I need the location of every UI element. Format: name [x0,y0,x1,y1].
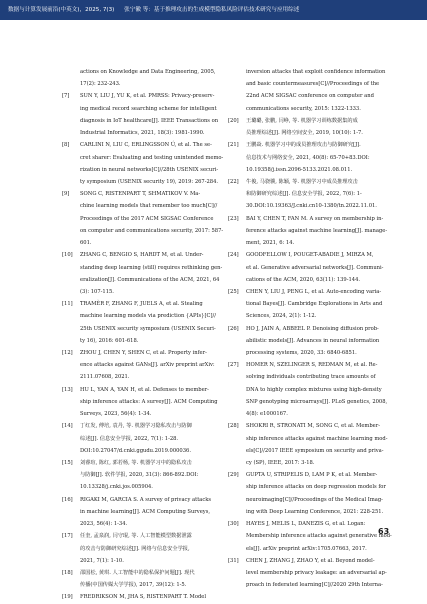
reference-text: ZHANG C, BENGIO S, HARDT M, et al. Under- [80,252,204,259]
reference-text: ty symposium (USENIX security 19), 2019: 267-284. [80,178,219,185]
reference-text: 和防御研究综述[J]. 信息安全学报, 2022, 7(6): 1- [246,191,362,198]
reference-line [228,481,392,493]
reference-text: 2111.07608, 2021. [80,374,130,381]
reference-number: [26] [228,325,239,332]
reference-line [228,176,392,188]
reference-text: BAI Y, CHEN T, FAN M. A survey on membership in- [246,215,384,222]
reference-text: 牛俊, 马骁骥, 陈颖, 等. 机器学习中成员推理攻击 [246,178,358,185]
reference-text: standing deep learning (still) requires rethinking gen- [80,264,223,271]
reference-text: level membership privacy leakage: an adversarial ap- [246,569,387,576]
reference-number: [15] [62,460,73,466]
reference-line [62,90,226,102]
reference-continuation-line: actions on Knowledge and Data Engineering, 2005, [80,69,216,75]
reference-text: neuroimaging[C]//Proceedings of the Medical Imag- [246,496,383,503]
reference-line [228,262,392,274]
reference-text: SNP genotyping microarrays[J]. PLoS genetics, 2008, [246,398,388,405]
reference-text: Proceedings of the 2017 ACM SIGSAC Conference [80,215,214,222]
reference-line [62,347,226,359]
reference-text: tional Bayes[J]. Cambridge Explorations in Arts and [246,301,383,308]
reference-text: ship inference attacks: A survey[J]. ACM Computing [80,398,218,405]
reference-number: [10] [62,252,73,259]
reference-number: [13] [62,386,73,393]
reference-text: 与防御[J]. 软件学报, 2020, 31(3): 866-892.DOI: [80,472,199,479]
reference-text: 信息技术与网络安全, 2021, 40(8): 65-70+83.DOI: [246,154,370,161]
reference-line [228,323,392,335]
reference-text: 30.DOI:10.19363/J.cnki.cn10-1380/tn.2022.11.01. [246,203,377,210]
reference-text: machine learning models via prediction {APIs}[C]// [80,313,216,320]
reference-text: 10.13328/j.cnki.jos.005904. [80,484,153,491]
reference-text: HO J, JAIN A, ABBEEL P. Denoising diffusion prob- [246,325,379,332]
reference-text: cy (SP), IEEE, 2017: 3-18. [246,460,315,466]
reference-line [228,384,392,396]
reference-text: FREDRIKSON M, JHA S, RISTENPART T. Model [80,594,207,601]
running-header [0,0,427,20]
reference-line [62,420,226,432]
reference-number: [12] [62,350,73,357]
reference-line [62,127,226,139]
reference-number: [11] [62,301,73,308]
reference-text: 4(8): e1000167. [246,411,288,418]
reference-number: [24] [228,252,239,259]
reference-line [228,579,392,591]
reference-line [62,579,226,591]
reference-text: GUPTA U, STRIPELIS D, LAM P K, et al. Member- [246,472,378,479]
reference-number: [20] [228,117,239,124]
reference-text: chine learning models that remember too much[C]// [80,203,218,210]
reference-text: 刘睿瑄, 陈红, 郭若杨, 等. 机器学习中的隐私攻击 [80,460,192,466]
reference-text: 601. [80,240,92,247]
reference-line [228,310,392,322]
reference-line [62,200,226,212]
reference-line [62,188,226,200]
reference-text: HU L, YAN A, YAN H, et al. Defenses to member- [80,386,209,393]
reference-line [228,408,392,420]
reference-line [62,408,226,420]
reference-number: [14] [62,423,73,430]
reference-line [62,103,226,115]
reference-line [228,420,392,432]
reference-line [62,396,226,408]
reference-line [228,530,392,542]
reference-number: [18] [62,569,73,576]
reference-text: DNA to highly complex mixtures using high-density [246,386,382,393]
left-column [62,66,226,604]
reference-line [228,555,392,567]
reference-text: (3): 107-115. [80,288,114,295]
reference-line [228,188,392,200]
reference-line [228,237,392,249]
reference-line [62,262,226,274]
reference-text: 25th USENIX security symposium (USENIX Securi- [80,325,216,332]
reference-line [228,213,392,225]
reference-text: SONG C, RISTENPART T, SHMATIKOV V. Ma- [80,191,201,198]
page-number: 63 [378,527,390,536]
reference-line [228,225,392,237]
reference-text: on computer and communications security, 2017: 587- [80,227,224,234]
reference-line [62,543,226,555]
reference-text: cations of the ACM, 2020, 63(11): 139-144. [246,276,361,283]
reference-text: Sciences, 2024, 2(1): 1-12. [246,313,317,320]
reference-text: proach in federated learning[C]//2020 29th Interna- [246,582,383,589]
reference-text: Surveys, 2023, 56(4): 1-34. [80,411,152,418]
reference-line [228,347,392,359]
reference-line [62,237,226,249]
reference-line [228,200,392,212]
reference-line [228,152,392,164]
reference-line [62,555,226,567]
reference-line [62,249,226,261]
reference-number: [31] [228,557,239,564]
reference-line [62,469,226,481]
reference-line [62,310,226,322]
reference-line [62,213,226,225]
reference-number: [28] [228,423,239,430]
reference-number: [22] [228,178,239,185]
reference-text: 任奎, 孟泉润, 闫守琨, 等. 人工智能模型数据泄露 [80,533,192,540]
reference-line [62,286,226,298]
reference-text: in machine learning[J]. ACM Computing Surveys, [80,508,211,515]
reference-text: ment, 2021, 6: 14. [246,240,295,247]
reference-line [228,274,392,286]
reference-text: ship inference attacks on deep regression models for [246,484,386,491]
reference-line [62,457,226,469]
reference-line [228,127,392,139]
reference-text: 2023, 56(4): 1-34. [80,521,128,528]
reference-text: Membership inference attacks against generative mod- [246,533,392,540]
reference-text: HAYES J, MELIS L, DANEZIS G, et al. Logan: [246,521,366,528]
reference-text: et al. Generative adversarial networks[J]. Communi- [246,264,384,271]
reference-line [62,225,226,237]
reference-number: [21] [228,142,239,149]
reference-number: [9] [62,191,70,198]
reference-line [62,371,226,383]
reference-line [62,298,226,310]
reference-text: ing medical record searching scheme for intelligent [80,105,217,112]
reference-line [228,518,392,530]
reference-line [228,506,392,518]
reference-line [228,457,392,469]
reference-text: ing with Deep Learning Conference, 2021: 228-251. [246,508,384,515]
reference-text: els[J]. arXiv preprint arXiv:1705.07663, 2017. [246,545,367,552]
reference-line [62,506,226,518]
reference-text: 10.19358/j.issn.2096-5133.2021.08.011. [246,166,353,173]
reference-text: 丁红发, 傅培, 袁丹, 等. 机器学习隐私攻击与防御 [80,423,192,430]
reference-text: Industrial Informatics, 2021, 18(3): 1981-1990. [80,130,205,137]
reference-line [62,152,226,164]
reference-line [228,494,392,506]
reference-number: [19] [62,594,73,601]
reference-text: 传播(中国传媒大学学报), 2017, 39(12): 1-5. [80,582,187,589]
reference-continuation-line: communications security, 2015: 1322-1333. [246,105,361,112]
reference-line [62,481,226,493]
reference-number: [23] [228,215,239,222]
reference-number: [8] [62,142,70,149]
reference-line [228,335,392,347]
reference-text: cret sharer: Evaluating and testing unintended memo- [80,154,224,161]
reference-line [62,164,226,176]
reference-line [62,494,226,506]
reference-line [62,567,226,579]
reference-line [228,164,392,176]
reference-line [62,115,226,127]
reference-text: HOMER N, SZELINGER S, REDMAN M, et al. Re- [246,362,378,369]
reference-number: [27] [228,362,239,369]
reference-continuation-line: and basic countermeasures[C]//Proceedings of the [246,81,380,88]
reference-continuation-line: 17(2): 232-243. [80,81,121,88]
reference-line [228,115,392,127]
right-column [228,66,392,591]
reference-text: ZHOU J, CHEN Y, SHEN C, et al. Property infer- [80,350,207,357]
reference-text: els[C]//2017 IEEE symposium on security and priva- [246,447,384,454]
reference-text: diagnosis in IoT healthcare[J]. IEEE Transactions on [80,117,219,124]
reference-number: [17] [62,533,73,540]
reference-text: TRAMÈR F, ZHANG F, JUELS A, et al. Stealing [80,301,203,308]
reference-number: [30] [228,521,239,528]
reference-line [62,335,226,347]
reference-line [62,530,226,542]
reference-line [228,469,392,481]
reference-text: 王璐璐, 张鹏, 闫峥, 等. 机器学习训练数据集的成 [246,117,358,124]
reference-text: abilistic models[J]. Advances in neural information [246,337,380,344]
reference-text: ship inference attacks against machine learning mod- [246,435,388,442]
reference-text: ference attacks against machine learning[J]. manage- [246,227,388,234]
reference-number: [29] [228,472,239,479]
reference-line [228,396,392,408]
reference-text: ence attacks against GANs[J]. arXiv preprint arXiv: [80,362,215,369]
reference-text: 王鹏焱. 机器学习中的成员推理攻击与防御研究[J]. [246,142,361,149]
reference-line [228,543,392,555]
reference-line [228,371,392,383]
reference-line [62,274,226,286]
reference-line [228,433,392,445]
reference-text: 综述[J]. 信息安全学报, 2022, 7(1): 1-28. [80,435,179,442]
article-title: 张宁徽 等：基于推理攻击的生成模型隐私风险评估技术研究与应用综述 [124,7,300,13]
reference-number: [25] [228,288,239,295]
reference-text: rization in neural networks[C]//28th USENIX securi- [80,166,219,173]
reference-line [228,567,392,579]
reference-text: CARLINI N, LIU C, ERLINGSSON Ú, et al. The se- [80,142,212,149]
reference-text: RIGAKI M, GARCIA S. A survey of privacy attacks [80,496,212,503]
reference-line [62,359,226,371]
reference-line [228,286,392,298]
reference-line [228,249,392,261]
reference-text: DOI:10.27047/d.cnki.ggudu.2019.000036. [80,447,191,454]
reference-text: ty 16), 2016: 601-618. [80,337,139,344]
reference-text: SHOKRI R, STRONATI M, SONG C, et al. Member- [246,423,380,430]
reference-text: 邵国松, 黄琪. 人工智能中的隐私保护问题[J]. 现代 [80,569,195,576]
reference-text: processing systems, 2020, 33: 6840-6851. [246,350,357,357]
reference-continuation-line: inversion attacks that exploit confidence information [246,69,386,75]
reference-text: GOODFELLOW I, POUGET-ABADIE J, MIRZA M, [246,252,374,259]
reference-text: CHEN J, ZHANG J, ZHAO Y, et al. Beyond model- [246,557,375,564]
reference-text: 2021, 7(1): 1-10. [80,557,124,564]
reference-text: SUN Y, LIU J, YU K, et al. PMRSS: Privacy-preserv- [80,93,215,100]
reference-line [228,445,392,457]
reference-line [62,591,226,603]
reference-number: [16] [62,496,73,503]
reference-text: CHEN Y, LIU J, PENG L, et al. Auto-encoding varia- [246,288,382,295]
reference-line [62,384,226,396]
reference-text: eralization[J]. Communications of the ACM, 2021, 64 [80,276,220,283]
reference-text: 的攻击与防御研究综述[J]. 网络与信息安全学报, [80,545,190,552]
reference-line [62,433,226,445]
reference-line [62,176,226,188]
reference-text: 员推理综述[J]. 网络空间安全, 2019, 10(10): 1-7. [246,130,363,137]
reference-text: solving individuals contributing trace amounts of [246,374,376,381]
journal-name: 数据与计算发展前沿(中英文)，2025, 7(3) [8,7,115,13]
reference-line [62,518,226,530]
reference-line [62,445,226,457]
reference-line [228,139,392,151]
reference-line [228,298,392,310]
reference-continuation-line: 22nd ACM SIGSAC conference on computer and [246,93,374,100]
reference-line [62,139,226,151]
reference-line [62,323,226,335]
reference-number: [7] [62,93,70,100]
reference-line [228,359,392,371]
